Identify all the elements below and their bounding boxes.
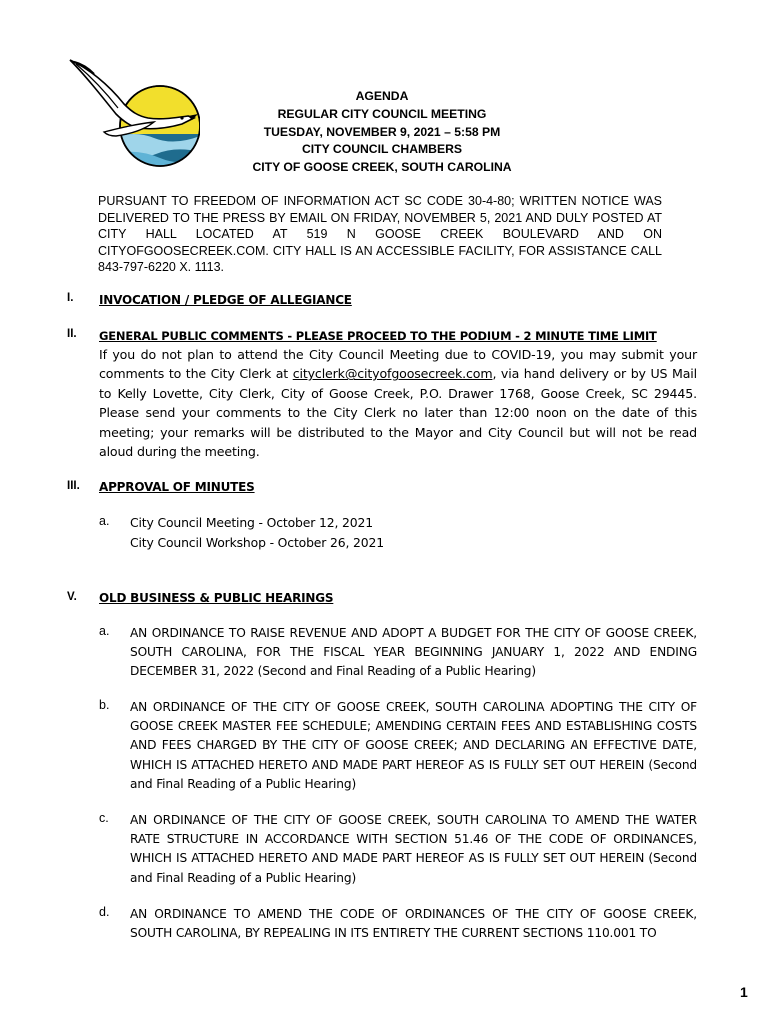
city-clerk-email-link[interactable]: cityclerk@cityofgoosecreek.com bbox=[292, 366, 493, 382]
item-letter: d. bbox=[99, 905, 110, 919]
public-comments-paragraph bbox=[99, 345, 697, 461]
foia-notice: PURSUANT TO FREEDOM OF INFORMATION ACT SC CODE 30-4-80; WRITTEN NOTICE WAS DELIVERED TO THE PRESS BY EMAIL ON FRIDAY, NOVEMBER 5, 2021 AND DULY POSTED AT CITY HALL LOCATED AT 519 N GOOSE CREEK BOULEVARD AND ON CITYOFGOOSECREEK.COM. CITY HALL IS AN ACCESSIBLE FACILITY, FOR ASSISTANCE CALL 843-797-6220 X. 1113. bbox=[98, 194, 662, 274]
section-heading-invocation: INVOCATION / PLEDGE OF ALLEGIANCE bbox=[99, 293, 352, 307]
item-letter: a. bbox=[99, 624, 110, 638]
header-location: CITY COUNCIL CHAMBERS bbox=[301, 142, 463, 157]
ordinance-code-amendment-item: AN ORDINANCE TO AMEND THE CODE OF ORDINANCES OF THE CITY OF GOOSE CREEK, SOUTH CAROLINA, BY REPEALING IN ITS ENTIRETY THE CURRENT SECTIONS 110.001 TO bbox=[130, 907, 697, 941]
item-letter: a. bbox=[99, 514, 110, 528]
section-number: III. bbox=[67, 480, 80, 492]
section-number: V. bbox=[67, 591, 77, 603]
header-title: AGENDA bbox=[355, 89, 409, 103]
item-letter: b. bbox=[99, 698, 110, 712]
section-heading-approval-of-minutes: APPROVAL OF MINUTES bbox=[99, 480, 255, 494]
ordinance-fee-schedule-item: AN ORDINANCE OF THE CITY OF GOOSE CREEK, SOUTH CAROLINA ADOPTING THE CITY OF GOOSE CREEK MASTER FEE SCHEDULE; AMENDING CERTAIN FEES AND ESTABLISHING COSTS AND FEES CHARGED BY THE CITY OF GOOSE CREEK; AND DECLARING AN EFFECTIVE DATE, WHICH IS ATTACHED HERETO AND MADE PART HEREOF AS IS FULLY SET OUT HEREIN (Second and Final Reading of a Public Hearing) bbox=[130, 700, 697, 791]
section-heading-public-comments: GENERAL PUBLIC COMMENTS - PLEASE PROCEED TO THE PODIUM - 2 MINUTE TIME LIMIT bbox=[99, 329, 657, 343]
header-meeting-type: REGULAR CITY COUNCIL MEETING bbox=[277, 106, 487, 121]
goose-creek-logo bbox=[64, 54, 200, 182]
header-date-time: TUESDAY, NOVEMBER 9, 2021 – 5:58 PM bbox=[263, 124, 501, 139]
agenda-header bbox=[230, 88, 534, 177]
section-heading-old-business: OLD BUSINESS & PUBLIC HEARINGS bbox=[99, 591, 334, 605]
section-number: II. bbox=[67, 328, 77, 340]
ordinance-water-rate-item: AN ORDINANCE OF THE CITY OF GOOSE CREEK, SOUTH CAROLINA TO AMEND THE WATER RATE STRUCTURE IN ACCORDANCE WITH SECTION 51.46 OF THE CODE OF ORDINANCES, WHICH IS ATTACHED HERETO AND MADE PART HEREOF AS IS FULLY SET OUT HEREIN (Second and Final Reading of a Public Hearing) bbox=[130, 813, 697, 885]
section-number: I. bbox=[67, 292, 74, 304]
minutes-council-workshop: City Council Workshop - October 26, 2021 bbox=[130, 534, 384, 550]
header-city: CITY OF GOOSE CREEK, SOUTH CAROLINA bbox=[252, 160, 512, 175]
public-comments-text-end: , via hand delivery or by US Mail to Kelly Lovette, City Clerk, City of Goose Creek, P.O. Drawer 1768, Goose Creek, SC 29445. Please send your comments to the City Clerk no later than 12:00 noon on the date of this meeting; your remarks will be distributed to the Mayor and City Council but will not be read aloud during the meeting. bbox=[99, 366, 697, 460]
page-number: 1 bbox=[740, 984, 748, 1000]
ordinance-budget-item: AN ORDINANCE TO RAISE REVENUE AND ADOPT A BUDGET FOR THE CITY OF GOOSE CREEK, SOUTH CAROLINA, FOR THE FISCAL YEAR BEGINNING JANUARY 1, 2022 AND ENDING DECEMBER 31, 2022 (Second and Final Reading of a Public Hearing) bbox=[130, 626, 697, 679]
item-letter: c. bbox=[99, 811, 109, 825]
public-comments-text-start: If you do not plan to attend the City Council Meeting due to COVID-19, you may submit your comments to the City Clerk at bbox=[99, 347, 697, 382]
minutes-council-meeting: City Council Meeting - October 12, 2021 bbox=[130, 515, 373, 530]
minutes-item bbox=[130, 513, 384, 553]
